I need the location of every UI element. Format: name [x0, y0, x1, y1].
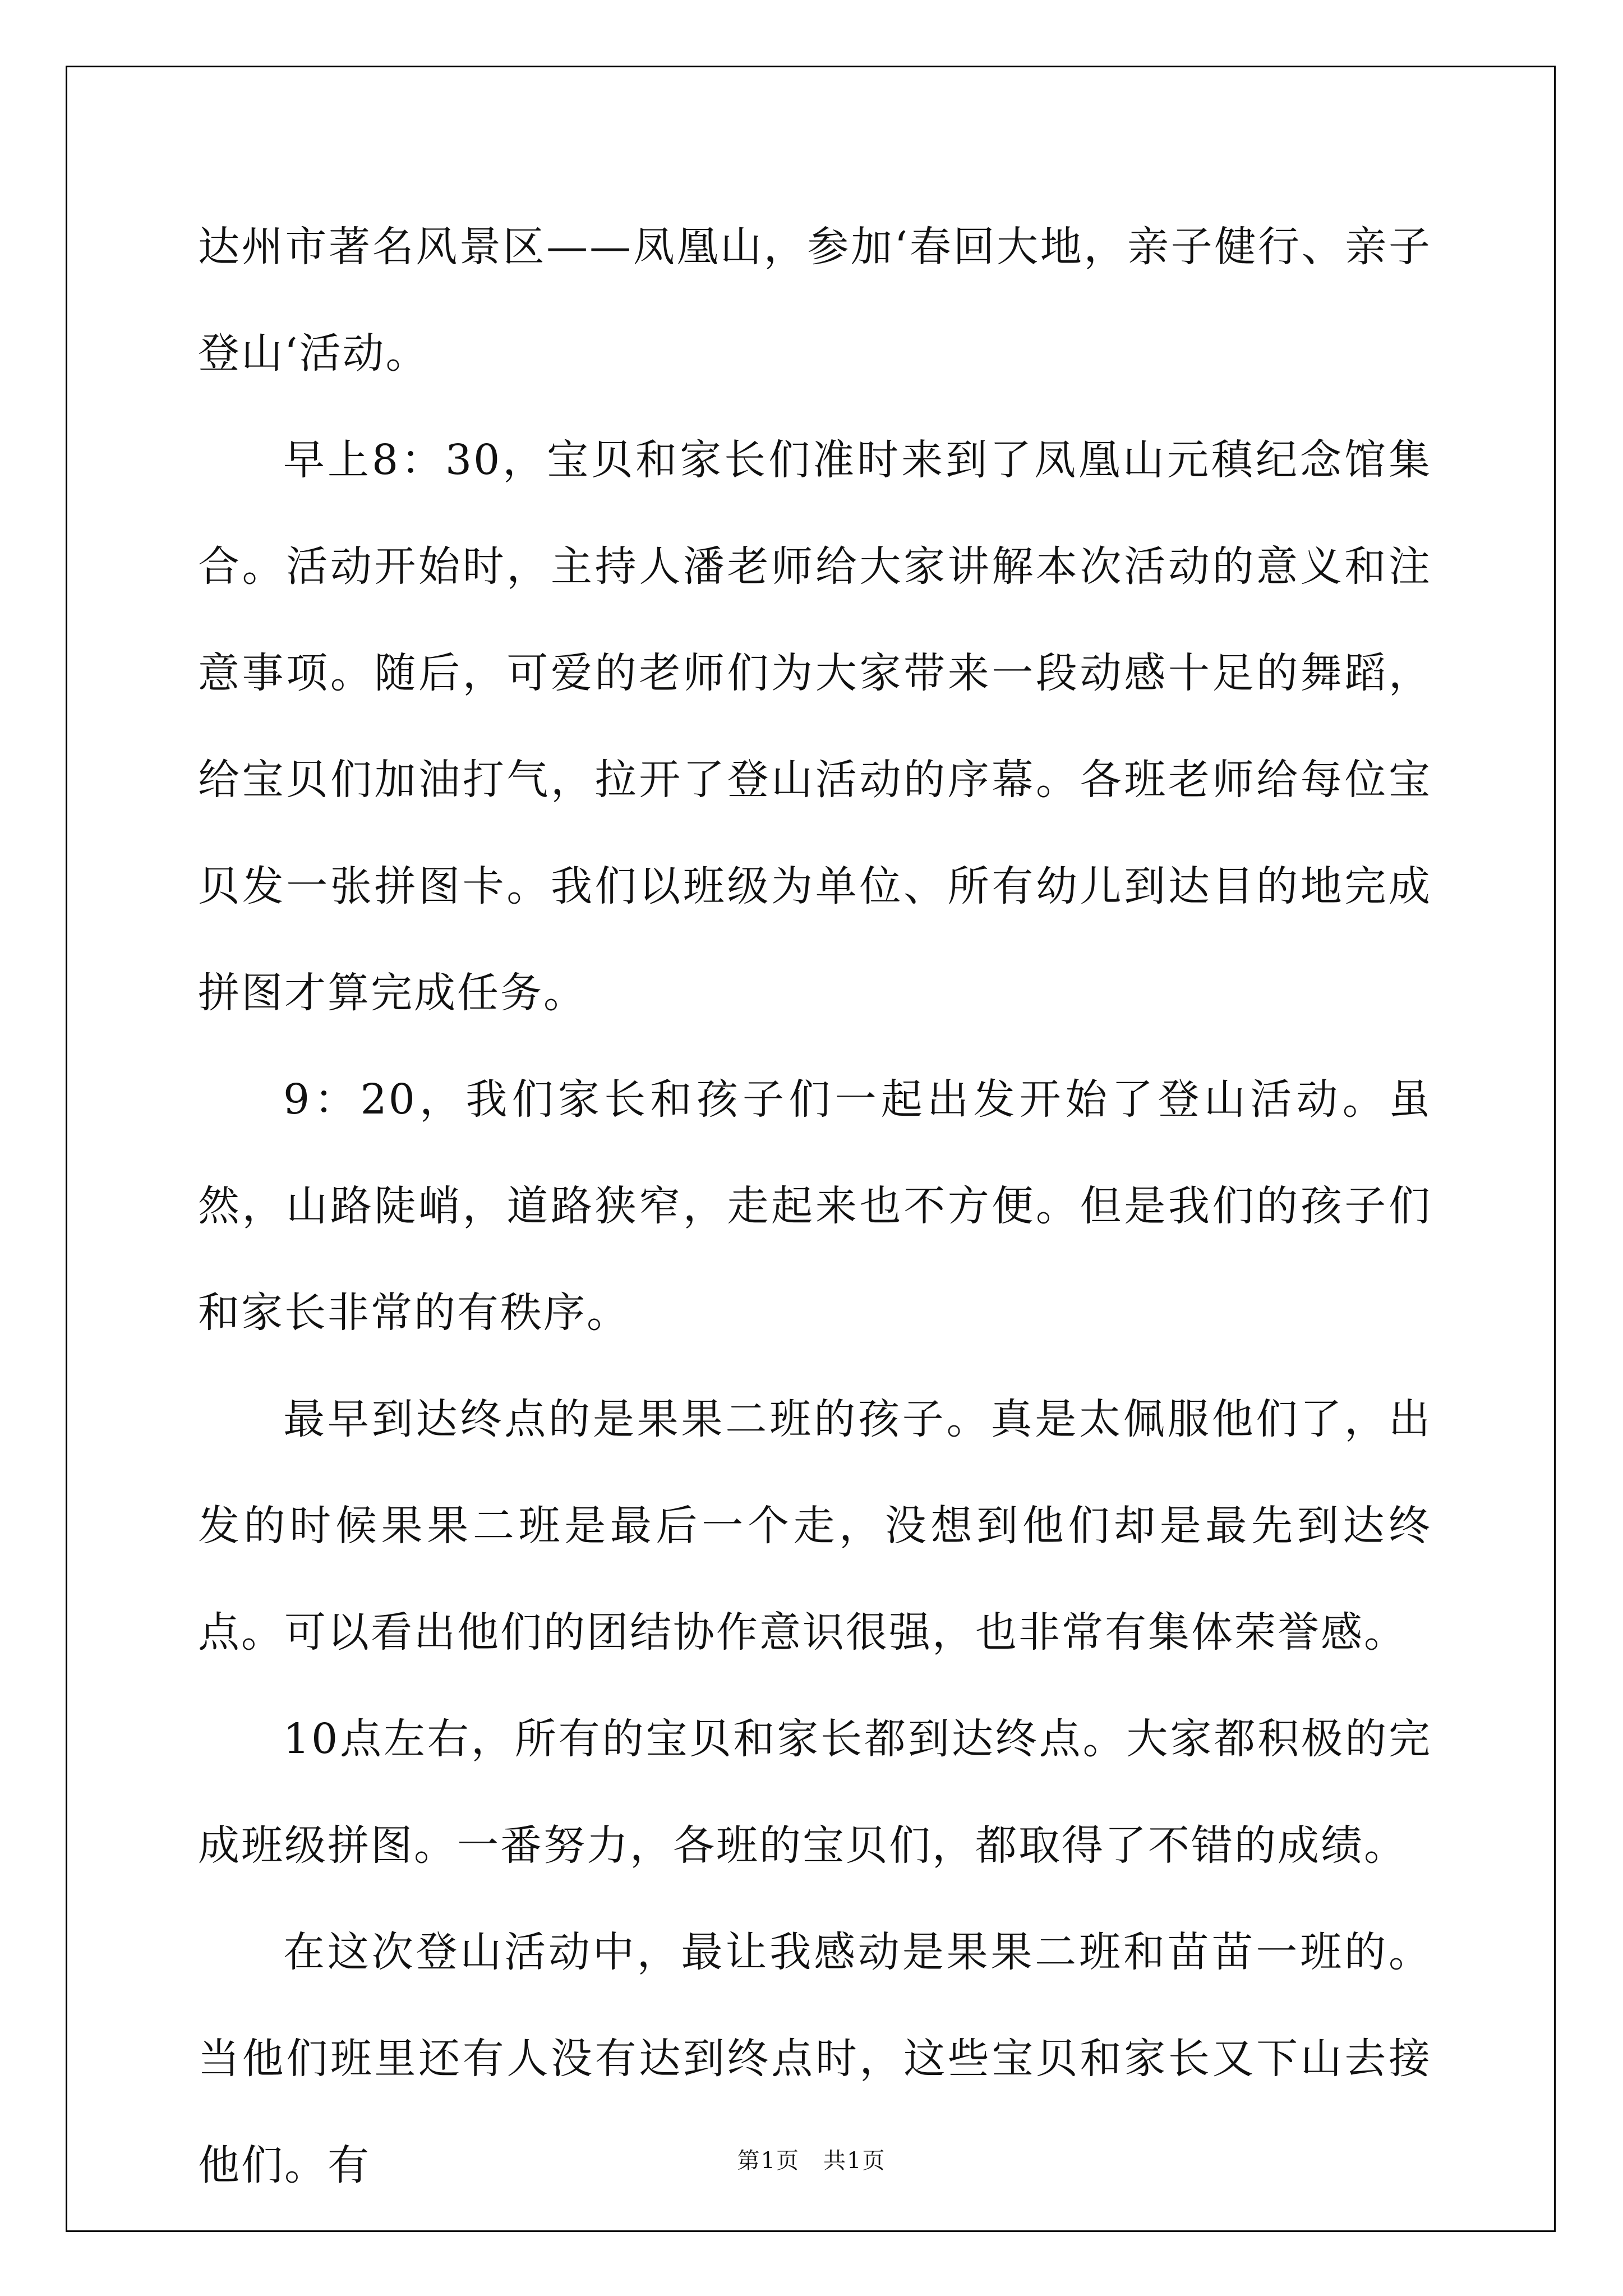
paragraph-4: 10点左右，所有的宝贝和家长都到达终点。大家都积极的完成班级拼图。一番努力，各班的宝贝们，都取得了不错的成绩。	[198, 1715, 1432, 1870]
paragraph-2: 9：20，我们家长和孩子们一起出发开始了登山活动。虽然，山路陡峭，道路狭窄，走起来也不方便。但是我们的孩子们和家长非常的有秩序。	[198, 1075, 1432, 1337]
paragraph-5: 在这次登山活动中，最让我感动是果果二班和苗苗一班的。当他们班里还有人没有达到终点时，这些宝贝和家长又下山去接他们。有	[198, 1928, 1432, 2189]
paragraph-3: 最早到达终点的是果果二班的孩子。真是太佩服他们了，出发的时候果果二班是最后一个走，没想到他们却是最先到达终点。可以看出他们的团结协作意识很强，也非常有集体荣誉感。	[198, 1395, 1432, 1657]
page-number-footer: 第1页 共1页	[737, 2148, 886, 2174]
document-body	[198, 194, 1432, 2219]
paragraph-0: 达州市著名风景区——凤凰山，参加‘春回大地，亲子健行、亲子登山‘活动。	[198, 223, 1432, 378]
paragraph-1: 早上8：30，宝贝和家长们准时来到了凤凰山元稹纪念馆集合。活动开始时，主持人潘老师给大家讲解本次活动的意义和注意事项。随后，可爱的老师们为大家带来一段动感十足的舞蹈，给宝贝们加油打气，拉开了登山活动的序幕。各班老师给每位宝贝发一张拼图卡。我们以班级为单位、所有幼儿到达目的地完成拼图才算完成任务。	[198, 436, 1432, 1017]
